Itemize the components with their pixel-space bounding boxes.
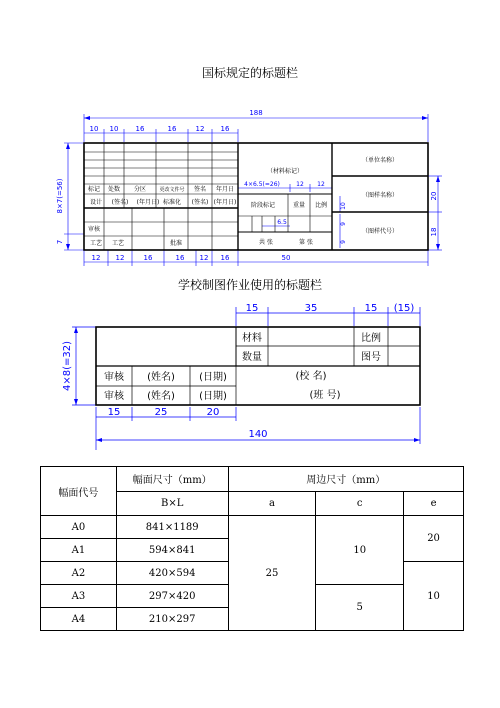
gb-label-approve: 批准 bbox=[169, 240, 183, 247]
gb-label-sheets-total: 共 张 bbox=[259, 239, 273, 246]
school-dim-top-4: (15) bbox=[393, 303, 415, 314]
gb-label-change-doc: 更改文件号 bbox=[159, 187, 185, 193]
gb-dim-bottom-7: 50 bbox=[281, 254, 291, 262]
school-dim-bottom-1: 15 bbox=[107, 407, 121, 418]
gb-dim-bottom-6: 16 bbox=[220, 254, 230, 262]
gb-dim-inner-d: 10 bbox=[340, 202, 347, 210]
school-label-review-2: 审核 bbox=[104, 391, 124, 402]
row-size: 210×297 bbox=[116, 608, 228, 631]
gb-label-standardization: 标准化 bbox=[162, 199, 182, 206]
school-label-material: 材料 bbox=[242, 333, 262, 344]
gb-label-sheet-no: 第 张 bbox=[299, 239, 313, 246]
gb-label-date-1: (年月日) bbox=[136, 199, 160, 206]
gb-label-design: 设计 bbox=[89, 199, 103, 206]
gb-label-process-1: 工艺 bbox=[89, 240, 103, 247]
school-dim-bottom-3: 20 bbox=[206, 407, 220, 418]
gb-dim-inner-f: 9 bbox=[340, 240, 347, 244]
gb-title-block-drawing bbox=[0, 0, 500, 280]
gb-label-count: 处数 bbox=[107, 186, 121, 193]
gb-dim-right-2: 18 bbox=[430, 227, 438, 237]
gb-label-mark: 标记 bbox=[87, 186, 101, 193]
school-label-review-1: 审核 bbox=[104, 372, 124, 383]
row-size: 841×1189 bbox=[116, 516, 228, 539]
row-size: 420×594 bbox=[116, 562, 228, 585]
e-value-large: 20 bbox=[404, 516, 464, 562]
gb-drawing-code: （图样代号） bbox=[361, 228, 399, 235]
row-code: A2 bbox=[41, 562, 117, 585]
gb-dim-left-rows: 8×7(=56) bbox=[56, 178, 64, 214]
gb-dim-inner-c: 6.5 bbox=[277, 219, 287, 226]
header-a: a bbox=[228, 491, 316, 516]
row-code: A1 bbox=[41, 539, 117, 562]
row-code: A0 bbox=[41, 516, 117, 539]
gb-dim-inner-seg: 4×6.5(=26) bbox=[244, 181, 280, 188]
school-title-block-heading: 学校制图作业使用的标题栏 bbox=[177, 278, 322, 292]
gb-dim-bottom-2: 12 bbox=[115, 254, 125, 262]
school-label-school: (校 名) bbox=[295, 371, 327, 382]
gb-dim-top-5: 12 bbox=[195, 125, 205, 133]
school-dim-top-3: 15 bbox=[364, 303, 378, 314]
gb-label-stage-mark: 阶段标记 bbox=[250, 202, 276, 209]
school-label-name-2: (姓名) bbox=[147, 391, 175, 402]
school-label-date-2: (日期) bbox=[199, 391, 227, 402]
gb-label-date: 年月日 bbox=[215, 186, 235, 193]
gb-dim-inner-b: 12 bbox=[317, 181, 325, 188]
row-code: A3 bbox=[41, 585, 117, 608]
header-size: 幅面尺寸（mm） bbox=[116, 467, 228, 492]
header-c: c bbox=[316, 491, 404, 516]
school-dim-bottom-2: 25 bbox=[154, 407, 168, 418]
gb-dim-right-1: 20 bbox=[430, 191, 438, 201]
gb-dim-top-6: 16 bbox=[220, 125, 230, 133]
school-label-class: (班 号) bbox=[309, 390, 341, 401]
school-label-quantity: 数量 bbox=[242, 352, 262, 363]
c-value-large: 10 bbox=[316, 516, 404, 585]
gb-dim-inner-e: 9 bbox=[340, 222, 347, 226]
header-code: 幅面代号 bbox=[41, 467, 117, 516]
gb-dim-top-1: 10 bbox=[89, 125, 99, 133]
gb-title-block-heading: 国标规定的标题栏 bbox=[201, 66, 298, 80]
school-label-date-1: (日期) bbox=[199, 372, 227, 383]
school-dim-top-1: 15 bbox=[245, 303, 259, 314]
gb-unit-name: （单位名称） bbox=[361, 157, 399, 164]
table-row bbox=[41, 516, 464, 539]
gb-dim-total: 188 bbox=[249, 109, 263, 117]
gb-label-signature: 签名 bbox=[193, 186, 207, 193]
paper-size-table bbox=[40, 466, 464, 631]
header-border: 周边尺寸（mm） bbox=[228, 467, 463, 492]
gb-dim-bottom-3: 16 bbox=[143, 254, 153, 262]
gb-material-mark: （材料标记） bbox=[266, 168, 304, 175]
school-label-scale: 比例 bbox=[361, 333, 381, 344]
school-dim-left: 4×8(=32) bbox=[62, 340, 73, 392]
gb-dim-top-2: 10 bbox=[109, 125, 119, 133]
gb-label-review: 审核 bbox=[87, 226, 101, 233]
gb-label-scale: 比例 bbox=[314, 202, 328, 209]
gb-label-date-2: (年月日) bbox=[213, 199, 237, 206]
e-value-small: 10 bbox=[404, 562, 464, 631]
gb-label-zone: 分区 bbox=[133, 186, 147, 193]
gb-label-weight: 重量 bbox=[292, 202, 306, 209]
header-e: e bbox=[404, 491, 464, 516]
gb-drawing-name: （图样名称） bbox=[361, 192, 399, 199]
header-bl: B×L bbox=[116, 491, 228, 516]
gb-dim-bottom-5: 12 bbox=[199, 254, 209, 262]
gb-dim-bottom-4: 16 bbox=[175, 254, 185, 262]
row-size: 297×420 bbox=[116, 585, 228, 608]
gb-dim-inner-a: 12 bbox=[296, 181, 304, 188]
gb-dim-left-lower: 7 bbox=[56, 239, 64, 245]
school-dim-total: 140 bbox=[248, 429, 268, 440]
gb-label-sign-1: (签名) bbox=[111, 199, 129, 206]
c-value-small: 5 bbox=[316, 585, 404, 631]
gb-dim-top-4: 16 bbox=[167, 125, 177, 133]
gb-label-process-2: 工艺 bbox=[111, 240, 125, 247]
school-label-drawing-no: 图号 bbox=[361, 352, 381, 363]
school-title-block-drawing bbox=[0, 290, 500, 460]
school-dim-top-2: 35 bbox=[304, 303, 318, 314]
gb-label-sign-2: (签名) bbox=[191, 199, 209, 206]
row-size: 594×841 bbox=[116, 539, 228, 562]
a-value: 25 bbox=[228, 516, 316, 631]
row-code: A4 bbox=[41, 608, 117, 631]
school-label-name-1: (姓名) bbox=[147, 372, 175, 383]
gb-dim-bottom-1: 12 bbox=[91, 254, 101, 262]
gb-dim-top-3: 16 bbox=[135, 125, 145, 133]
